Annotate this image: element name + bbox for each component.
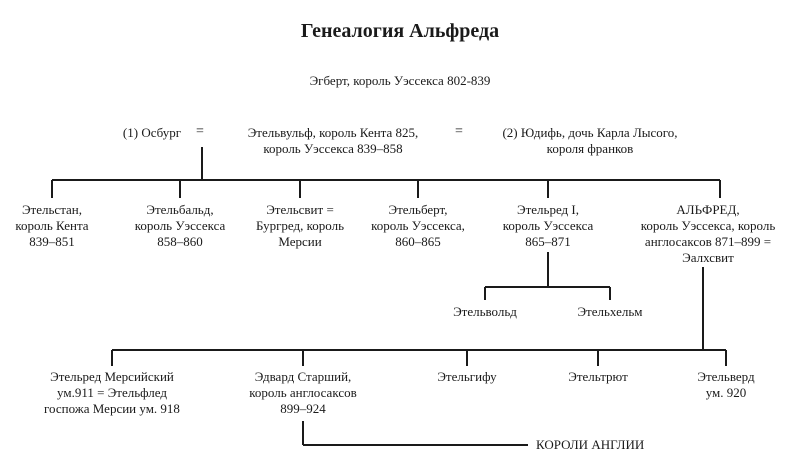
person-child: Этельстан, король Кента 839–851 — [15, 202, 89, 249]
person-alfred-child: Этельред Мерсийский ум.911 = Этельфлед госпожа Мерсии ум. 918 — [44, 369, 180, 416]
person-alfred-child: Этельгифу — [437, 369, 497, 384]
person-ethelhelm: Этельхельм — [577, 304, 643, 319]
person-child: Этельсвит = Бургред, король Мерсии — [255, 202, 345, 249]
kings-of-england-label: КОРОЛИ АНГЛИИ — [536, 437, 645, 452]
person-ethelwulf: Этельвульф, король Кента 825, король Уэссекса 839–858 — [247, 125, 419, 156]
person-child: Этельбальд, король Уэссекса 858–860 — [134, 202, 226, 249]
person-ethelwold: Этельвольд — [453, 304, 517, 319]
person-alfred-child: Этельверд ум. 920 — [697, 369, 755, 400]
person-child: Этельберт, король Уэссекса, 860–865 — [371, 202, 465, 249]
person-edward-elder: Эдвард Старший, король англосаксов 899–924 — [249, 369, 357, 416]
person-egbert: Эгберт, король Уэссекса 802-839 — [309, 73, 491, 88]
page-title: Генеалогия Альфреда — [300, 20, 500, 42]
person-alfred: АЛЬФРЕД, король Уэссекса, король англосаксов 871–899 = Эалхсвит — [640, 202, 776, 265]
person-alfred-child: Этельтрют — [568, 369, 628, 384]
person-judith: (2) Юдифь, дочь Карла Лысого, короля франков — [502, 125, 678, 156]
person-osburh: (1) Осбург — [122, 125, 182, 140]
marriage-sign: = — [455, 124, 463, 139]
marriage-sign: = — [196, 124, 204, 139]
person-child: Этельред I, король Уэссекса 865–871 — [502, 202, 594, 249]
